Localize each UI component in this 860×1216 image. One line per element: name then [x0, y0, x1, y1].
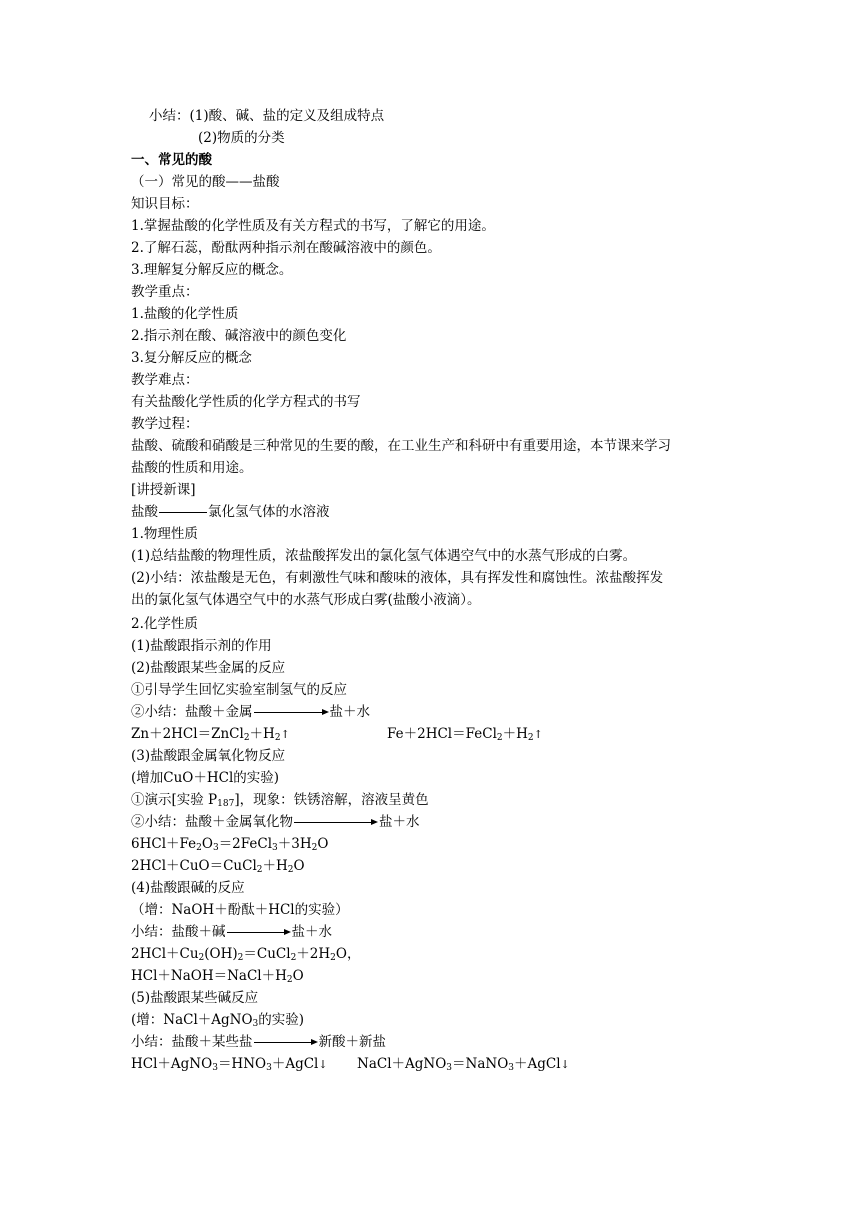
eq-text: 2HCl＋Cu — [131, 946, 199, 962]
subscript: 2 — [196, 843, 202, 853]
salt-summary-line — [131, 1032, 386, 1052]
physical-item-1: (1)总结盐酸的物理性质，浓盐酸挥发出的氯化氢气体遇空气中的水蒸气形成的白雾。 — [131, 548, 637, 564]
chemical-point-4-add: （增：NaOH＋酚酞＋HCl的实验） — [131, 902, 349, 918]
difficulty-title: 教学难点： — [131, 372, 199, 388]
objective-item: 3.理解复分解反应的概念。 — [131, 262, 293, 278]
eq-text: ＝NaNO — [452, 1056, 509, 1072]
metal-summary-line — [131, 702, 370, 722]
summary-left: ②小结：盐酸＋金属 — [131, 704, 253, 720]
summary-line-1 — [149, 106, 384, 126]
subscript: 2 — [496, 733, 503, 743]
eq-text: ＋H — [502, 726, 528, 742]
chemical-point-3: (3)盐酸跟金属氧化物反应 — [131, 748, 286, 764]
chemical-point-1: (1)盐酸跟指示剂的作用 — [131, 638, 272, 654]
eq-text: ＝2FeCl — [218, 836, 273, 852]
subscript: 2 — [287, 865, 294, 875]
summary-item-2: (2)物质的分类 — [198, 130, 285, 146]
equation-cuoh2 — [131, 944, 360, 964]
eq-text: ＋H — [262, 858, 288, 874]
eq-text: O — [292, 968, 304, 984]
down-arrow-icon: ↓ — [560, 1058, 570, 1071]
eq-text: ＋AgCl — [271, 1056, 319, 1072]
section-heading: 一、常见的酸 — [131, 152, 212, 168]
equation-zn — [131, 724, 290, 744]
chemical-title: 2.化学性质 — [131, 616, 198, 632]
process-title: 教学过程： — [131, 416, 199, 432]
key-point-item: 2.指示剂在酸、碱溶液中的颜色变化 — [131, 328, 347, 344]
subscript: 3 — [212, 843, 219, 853]
subscript: 2 — [243, 733, 250, 743]
subscript: 2 — [198, 953, 205, 963]
eq-text: ＋H — [249, 726, 275, 742]
chemical-point-2-guide: ①引导学生回忆实验室制氢气的反应 — [131, 682, 347, 698]
summary-left: 小结：盐酸＋某些盐 — [131, 1034, 253, 1050]
eq-text: O — [317, 836, 329, 852]
subscript: 2 — [256, 865, 263, 875]
definition-text: 氯化氢气体的水溶液 — [208, 504, 330, 520]
subscript: 2 — [290, 953, 297, 963]
eq-text: ＋3H — [277, 836, 312, 852]
process-paragraph-line-2: 盐酸的性质和用途。 — [131, 460, 253, 476]
difficulty-text: 有关盐酸化学性质的化学方程式的书写 — [131, 394, 361, 410]
physical-item-2-line-2: 出的氯化氢气体遇空气中的水蒸气形成白雾(盐酸小液滴）。 — [131, 592, 481, 608]
subscript: 3 — [266, 1063, 272, 1073]
eq-text: O， — [335, 946, 361, 962]
subscript: 3 — [272, 843, 278, 853]
demo-text: ①演示[实验 P — [131, 792, 218, 808]
objective-item: 1.掌握盐酸的化学性质及有关方程式的书写，了解它的用途。 — [131, 218, 495, 234]
chemical-point-2: (2)盐酸跟某些金属的反应 — [131, 660, 286, 676]
chemical-point-5-add — [131, 1010, 304, 1030]
eq-text: 2HCl＋CuO＝CuCl — [131, 858, 257, 874]
equation-fe2o3 — [131, 834, 328, 854]
up-arrow-icon: ↑ — [280, 728, 290, 741]
key-point-item: 3.复分解反应的概念 — [131, 350, 252, 366]
subscript: 3 — [252, 1019, 259, 1029]
eq-text: ＝CuCl — [243, 946, 291, 962]
eq-text: Fe＋2HCl＝FeCl — [387, 726, 497, 742]
key-point-item: 1.盐酸的化学性质 — [131, 306, 239, 322]
subscript: 3 — [446, 1063, 453, 1073]
equation-fe — [387, 724, 543, 744]
subscript: 2 — [311, 843, 318, 853]
eq-text: ＋AgCl — [514, 1056, 561, 1072]
summary-right: 盐＋水 — [291, 924, 332, 940]
right-arrow-icon — [254, 708, 329, 718]
key-points-title: 教学重点： — [131, 284, 199, 300]
subscript: 2 — [274, 733, 281, 743]
long-dash — [159, 512, 207, 513]
subscript: 2 — [237, 953, 244, 963]
physical-item-2-line-1: (2)小结：浓盐酸是无色，有刺激性气味和酸味的液体，具有挥发性和腐蚀性。浓盐酸挥发 — [131, 570, 664, 586]
definition-term: 盐酸 — [131, 504, 158, 520]
chemical-point-4: (4)盐酸跟碱的反应 — [131, 880, 245, 896]
subscript: 2 — [286, 975, 293, 985]
demo-text: ]，现象：铁锈溶解，溶液呈黄色 — [234, 792, 429, 808]
summary-left: 小结：盐酸＋碱 — [131, 924, 226, 940]
right-arrow-icon — [227, 928, 291, 938]
summary-label: 小结： — [149, 108, 190, 124]
eq-text: O — [293, 858, 305, 874]
add-text: 的实验) — [258, 1012, 305, 1028]
right-arrow-icon — [254, 1038, 318, 1048]
oxide-summary-line — [131, 812, 420, 832]
new-lesson-marker: [讲授新课] — [131, 482, 196, 498]
eq-text: Zn＋2HCl＝ZnCl — [131, 726, 244, 742]
base-summary-line — [131, 922, 332, 942]
up-arrow-icon: ↑ — [533, 728, 543, 741]
down-arrow-icon: ↓ — [318, 1058, 328, 1071]
objectives-title: 知识目标： — [131, 196, 199, 212]
definition-line — [131, 502, 330, 522]
eq-text: HCl＋AgNO — [131, 1056, 213, 1072]
add-text: (增：NaCl＋AgNO — [131, 1012, 253, 1028]
equation-hcl-agno3 — [131, 1054, 328, 1074]
summary-line-2 — [198, 128, 285, 148]
eq-text: NaCl＋AgNO — [357, 1056, 447, 1072]
equation-naoh — [131, 966, 304, 986]
chemical-point-3-demo — [131, 790, 429, 810]
right-arrow-icon — [294, 818, 378, 828]
chemical-point-5: (5)盐酸跟某些碱反应 — [131, 990, 259, 1006]
summary-item-1: (1)酸、碱、盐的定义及组成特点 — [189, 108, 385, 124]
eq-text: O — [201, 836, 213, 852]
objective-item: 2.了解石蕊，酚酞两种指示剂在酸碱溶液中的颜色。 — [131, 240, 441, 256]
eq-text: 6HCl＋Fe — [131, 836, 197, 852]
subscript: 187 — [217, 799, 235, 809]
eq-text: (OH) — [204, 946, 238, 962]
summary-left: ②小结：盐酸＋金属氧化物 — [131, 814, 293, 830]
process-paragraph-line-1: 盐酸、硫酸和硝酸是三种常见的生要的酸，在工业生产和科研中有重要用途，本节课来学习 — [131, 438, 671, 454]
summary-right: 盐＋水 — [379, 814, 420, 830]
equation-cuo — [131, 856, 305, 876]
subscript: 3 — [212, 1063, 218, 1073]
eq-text: ＝HNO — [217, 1056, 267, 1072]
subsection-heading: （一）常见的酸——盐酸 — [131, 174, 280, 190]
eq-text: ＋2H — [296, 946, 331, 962]
subscript: 3 — [508, 1063, 514, 1073]
equation-nacl-agno3 — [357, 1054, 570, 1074]
eq-text: HCl＋NaOH＝NaCl＋H — [131, 968, 287, 984]
subscript: 2 — [330, 953, 336, 963]
summary-right: 盐＋水 — [329, 704, 370, 720]
subscript: 2 — [527, 733, 534, 743]
physical-title: 1.物理性质 — [131, 526, 198, 542]
chemical-point-3-add: (增加CuO＋HCl的实验) — [131, 770, 280, 786]
summary-right: 新酸＋新盐 — [318, 1034, 386, 1050]
